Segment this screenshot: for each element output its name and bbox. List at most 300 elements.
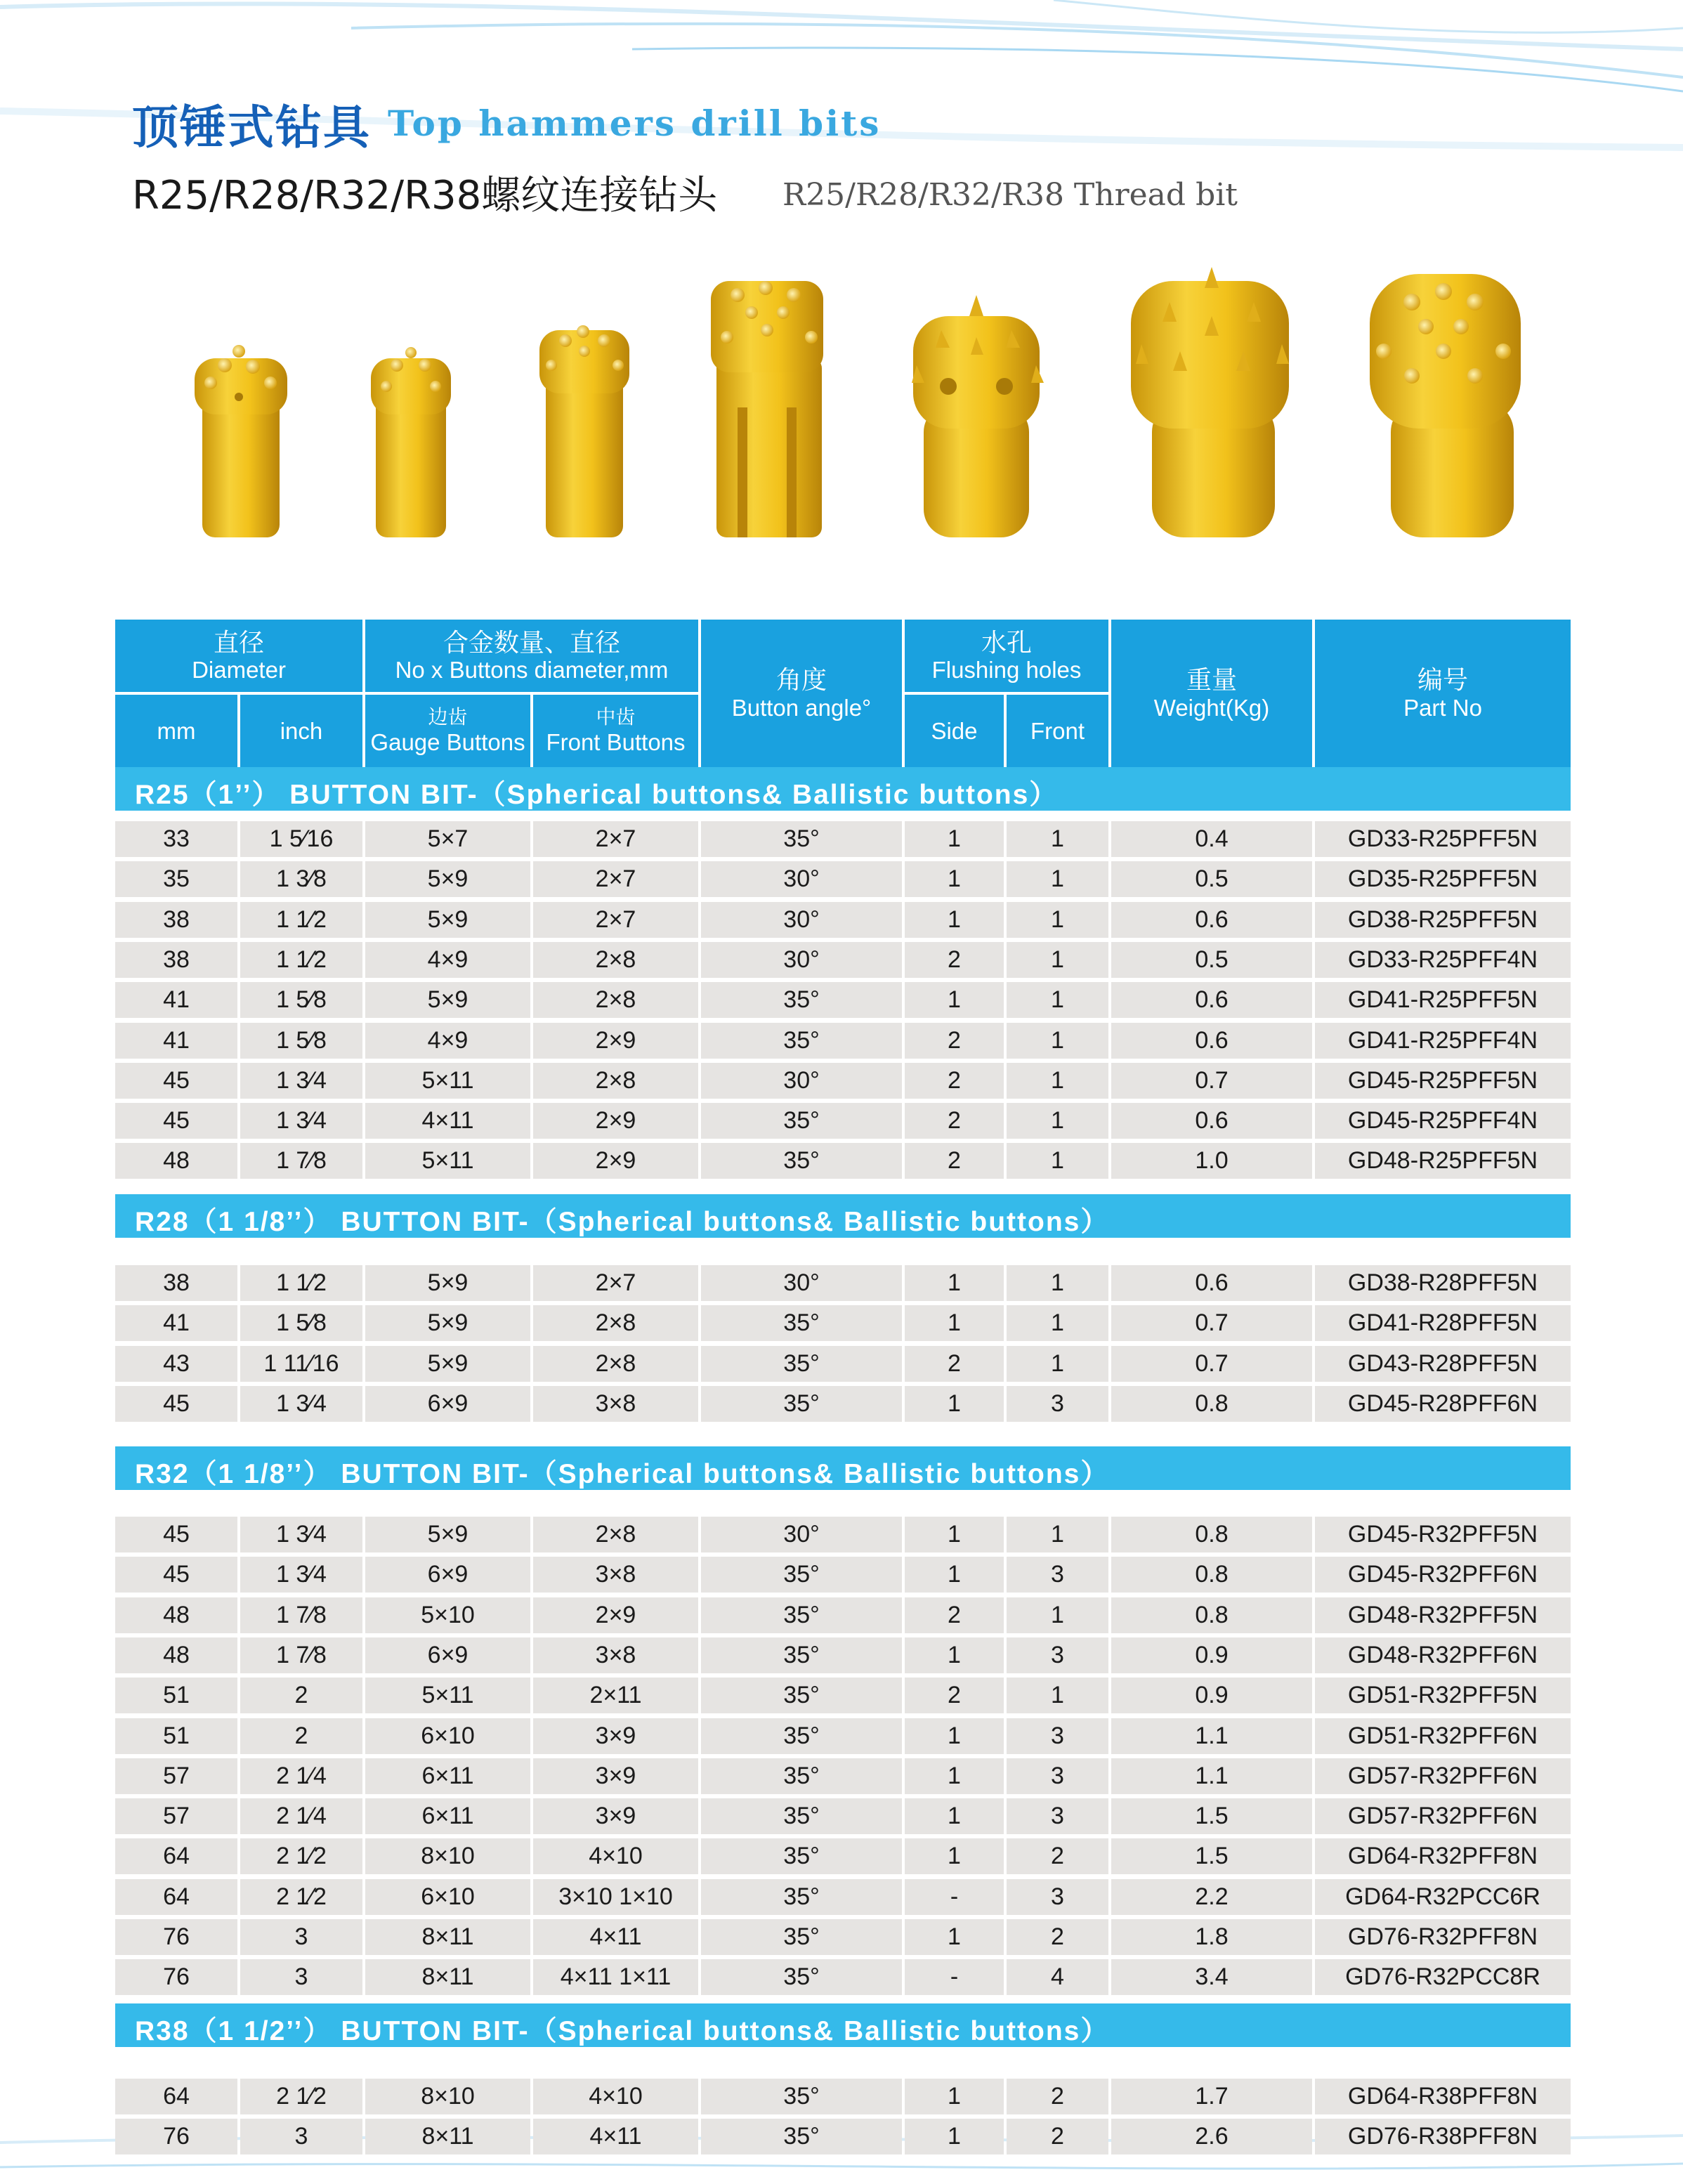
cell-side-holes: 1 — [905, 1919, 1004, 1955]
cell-front-buttons: 2×9 — [533, 1597, 698, 1633]
drill-bit-image-6 — [1131, 267, 1289, 537]
cell-front-holes: 1 — [1007, 1023, 1108, 1059]
cell-front-holes: 1 — [1007, 1063, 1108, 1099]
cell-front-buttons: 3×9 — [533, 1798, 698, 1834]
cell-front-buttons: 4×11 — [533, 1919, 698, 1955]
cell-side-holes: 2 — [905, 1143, 1004, 1179]
mm-label: mm — [157, 717, 196, 744]
cell-part-no: GD45-R32PFF6N — [1315, 1557, 1571, 1593]
cell-side-holes: 2 — [905, 1346, 1004, 1382]
section-title: R38（1 1/2’’） BUTTON BIT-（Spherical buttons& Ballistic buttons） — [135, 2016, 1110, 2046]
cell-mm: 38 — [115, 1265, 237, 1301]
cell-front-buttons: 3×9 — [533, 1718, 698, 1754]
cell-front-buttons: 2×7 — [533, 821, 698, 857]
table-row — [115, 1063, 1571, 1099]
cell-part-no: GD76-R32PCC8R — [1315, 1959, 1571, 1995]
cell-gauge-buttons: 5×9 — [365, 1346, 530, 1382]
cell-gauge-buttons: 5×11 — [365, 1063, 530, 1099]
cell-side-holes: 1 — [905, 902, 1004, 938]
front-cn: 中齿 — [596, 706, 636, 728]
col-buttons-header — [365, 620, 698, 692]
cell-angle: 35° — [701, 2119, 902, 2154]
cell-part-no: GD45-R25PFF5N — [1315, 1063, 1571, 1099]
cell-front-holes: 3 — [1007, 1879, 1108, 1915]
cell-weight: 0.6 — [1111, 1023, 1312, 1059]
cell-mm: 76 — [115, 1959, 237, 1995]
cell-part-no: GD48-R32PFF6N — [1315, 1637, 1571, 1673]
cell-mm: 57 — [115, 1758, 237, 1794]
cell-weight: 0.8 — [1111, 1386, 1312, 1422]
part-en: Part No — [1403, 694, 1482, 721]
page-subtitle-cn: R25/R28/R32/R38螺纹连接钻头 — [132, 173, 718, 218]
angle-cn: 角度 — [775, 665, 827, 695]
cell-side-holes: 1 — [905, 1798, 1004, 1834]
table-row — [115, 821, 1571, 857]
part-cn: 编号 — [1417, 665, 1468, 695]
cell-front-buttons: 3×8 — [533, 1386, 698, 1422]
side-label: Side — [931, 717, 978, 744]
table-row — [115, 1798, 1571, 1834]
diameter-cn: 直径 — [213, 627, 264, 657]
cell-weight: 1.1 — [1111, 1758, 1312, 1794]
cell-front-buttons: 3×9 — [533, 1758, 698, 1794]
cell-mm: 51 — [115, 1678, 237, 1713]
cell-mm: 43 — [115, 1346, 237, 1382]
cell-side-holes: 1 — [905, 861, 1004, 897]
table-row — [115, 1103, 1571, 1139]
cell-weight: 0.5 — [1111, 861, 1312, 897]
table-row — [115, 1919, 1571, 1955]
table-row — [115, 1305, 1571, 1341]
cell-part-no: GD43-R28PFF5N — [1315, 1346, 1571, 1382]
cell-mm: 64 — [115, 2079, 237, 2114]
buttons-en: No x Buttons diameter,mm — [395, 657, 669, 684]
cell-weight: 3.4 — [1111, 1959, 1312, 1995]
cell-front-buttons: 3×8 — [533, 1637, 698, 1673]
cell-weight: 0.6 — [1111, 1103, 1312, 1139]
cell-front-buttons: 4×11 1×11 — [533, 1959, 698, 1995]
cell-inch: 3 — [240, 1959, 362, 1995]
table-row — [115, 902, 1571, 938]
cell-inch: 2 — [240, 1718, 362, 1754]
cell-angle: 30° — [701, 902, 902, 938]
section-band-r32 — [115, 1446, 1571, 1490]
cell-gauge-buttons: 6×10 — [365, 1879, 530, 1915]
cell-front-buttons: 2×9 — [533, 1143, 698, 1179]
cell-angle: 35° — [701, 821, 902, 857]
cell-inch: 1 7⁄8 — [240, 1143, 362, 1179]
cell-front-holes: 4 — [1007, 1959, 1108, 1995]
cell-weight: 0.8 — [1111, 1557, 1312, 1593]
col-angle-header — [701, 620, 902, 767]
cell-side-holes: 1 — [905, 1386, 1004, 1422]
cell-front-buttons: 2×8 — [533, 942, 698, 978]
cell-angle: 35° — [701, 1718, 902, 1754]
cell-gauge-buttons: 8×11 — [365, 2119, 530, 2154]
buttons-cn: 合金数量、直径 — [443, 627, 620, 657]
cell-front-holes: 3 — [1007, 1718, 1108, 1754]
cell-inch: 1 3⁄4 — [240, 1103, 362, 1139]
cell-weight: 1.5 — [1111, 1838, 1312, 1874]
cell-mm: 64 — [115, 1879, 237, 1915]
cell-side-holes: 1 — [905, 1758, 1004, 1794]
cell-front-holes: 1 — [1007, 1103, 1108, 1139]
cell-angle: 30° — [701, 1063, 902, 1099]
table-row — [115, 1346, 1571, 1382]
cell-weight: 0.8 — [1111, 1597, 1312, 1633]
cell-mm: 51 — [115, 1718, 237, 1754]
cell-angle: 35° — [701, 982, 902, 1018]
cell-angle: 35° — [701, 1678, 902, 1713]
col-front-buttons-header — [533, 695, 698, 767]
cell-mm: 41 — [115, 1305, 237, 1341]
cell-angle: 35° — [701, 1143, 902, 1179]
cell-front-holes: 1 — [1007, 1265, 1108, 1301]
cell-part-no: GD35-R25PFF5N — [1315, 861, 1571, 897]
cell-front-buttons: 2×8 — [533, 1063, 698, 1099]
cell-weight: 0.6 — [1111, 982, 1312, 1018]
cell-gauge-buttons: 8×10 — [365, 2079, 530, 2114]
cell-front-holes: 2 — [1007, 2079, 1108, 2114]
table-row — [115, 1023, 1571, 1059]
cell-weight: 0.7 — [1111, 1346, 1312, 1382]
cell-mm: 57 — [115, 1798, 237, 1834]
cell-side-holes: 2 — [905, 1063, 1004, 1099]
cell-angle: 35° — [701, 1023, 902, 1059]
cell-angle: 30° — [701, 942, 902, 978]
cell-angle: 35° — [701, 1637, 902, 1673]
cell-weight: 0.4 — [1111, 821, 1312, 857]
cell-weight: 1.0 — [1111, 1143, 1312, 1179]
drill-bit-image-2 — [371, 347, 451, 537]
cell-gauge-buttons: 6×11 — [365, 1758, 530, 1794]
cell-side-holes: 1 — [905, 2079, 1004, 2114]
cell-gauge-buttons: 5×11 — [365, 1678, 530, 1713]
cell-front-buttons: 4×11 — [533, 2119, 698, 2154]
cell-part-no: GD38-R28PFF5N — [1315, 1265, 1571, 1301]
cell-inch: 3 — [240, 2119, 362, 2154]
cell-part-no: GD48-R25PFF5N — [1315, 1143, 1571, 1179]
cell-gauge-buttons: 4×9 — [365, 1023, 530, 1059]
cell-front-holes: 3 — [1007, 1798, 1108, 1834]
gauge-en: Gauge Buttons — [370, 728, 525, 755]
cell-part-no: GD41-R25PFF5N — [1315, 982, 1571, 1018]
cell-angle: 30° — [701, 1265, 902, 1301]
cell-angle: 35° — [701, 2079, 902, 2114]
cell-mm: 41 — [115, 1023, 237, 1059]
cell-gauge-buttons: 5×7 — [365, 821, 530, 857]
table-row — [115, 1678, 1571, 1713]
cell-part-no: GD64-R32PFF8N — [1315, 1838, 1571, 1874]
cell-inch: 1 3⁄4 — [240, 1386, 362, 1422]
cell-side-holes: 1 — [905, 1838, 1004, 1874]
cell-angle: 35° — [701, 1103, 902, 1139]
cell-side-holes: 1 — [905, 1718, 1004, 1754]
cell-inch: 1 3⁄4 — [240, 1063, 362, 1099]
cell-front-holes: 1 — [1007, 1678, 1108, 1713]
cell-side-holes: 2 — [905, 1678, 1004, 1713]
cell-mm: 45 — [115, 1063, 237, 1099]
cell-inch: 1 5⁄8 — [240, 1023, 362, 1059]
cell-gauge-buttons: 5×9 — [365, 902, 530, 938]
cell-gauge-buttons: 4×11 — [365, 1103, 530, 1139]
cell-inch: 1 7⁄8 — [240, 1597, 362, 1633]
cell-side-holes: 1 — [905, 1557, 1004, 1593]
section-band-r28 — [115, 1194, 1571, 1238]
section-title: R32（1 1/8’’） BUTTON BIT-（Spherical buttons& Ballistic buttons） — [135, 1459, 1110, 1489]
cell-inch: 1 5⁄8 — [240, 1305, 362, 1341]
cell-part-no: GD57-R32PFF6N — [1315, 1798, 1571, 1834]
cell-part-no: GD57-R32PFF6N — [1315, 1758, 1571, 1794]
drill-bit-image-1 — [195, 345, 287, 537]
cell-front-holes: 3 — [1007, 1637, 1108, 1673]
cell-front-holes: 1 — [1007, 861, 1108, 897]
cell-front-buttons: 2×8 — [533, 1346, 698, 1382]
cell-gauge-buttons: 6×9 — [365, 1637, 530, 1673]
cell-weight: 2.2 — [1111, 1879, 1312, 1915]
cell-inch: 1 1⁄2 — [240, 942, 362, 978]
cell-part-no: GD38-R25PFF5N — [1315, 902, 1571, 938]
table-row — [115, 2079, 1571, 2114]
diameter-en: Diameter — [192, 657, 286, 684]
cell-side-holes: 1 — [905, 982, 1004, 1018]
cell-part-no: GD76-R32PFF8N — [1315, 1919, 1571, 1955]
cell-weight: 0.6 — [1111, 1265, 1312, 1301]
cell-front-buttons: 2×7 — [533, 902, 698, 938]
table-row — [115, 1718, 1571, 1754]
weight-cn: 重量 — [1186, 665, 1237, 695]
cell-angle: 35° — [701, 1758, 902, 1794]
cell-inch: 1 5⁄8 — [240, 982, 362, 1018]
table-row — [115, 1265, 1571, 1301]
cell-side-holes: 2 — [905, 942, 1004, 978]
table-row — [115, 1517, 1571, 1552]
cell-front-holes: 1 — [1007, 821, 1108, 857]
cell-inch: 1 1⁄2 — [240, 1265, 362, 1301]
cell-gauge-buttons: 5×9 — [365, 1517, 530, 1552]
col-front-header — [1007, 695, 1108, 767]
cell-gauge-buttons: 5×9 — [365, 1265, 530, 1301]
cell-inch: 1 3⁄4 — [240, 1517, 362, 1552]
cell-front-holes: 3 — [1007, 1557, 1108, 1593]
cell-gauge-buttons: 6×11 — [365, 1798, 530, 1834]
col-inch-header — [240, 695, 362, 767]
cell-inch: 1 3⁄4 — [240, 1557, 362, 1593]
gauge-cn: 边齿 — [428, 706, 468, 728]
cell-mm: 48 — [115, 1637, 237, 1673]
cell-weight: 0.6 — [1111, 902, 1312, 938]
cell-gauge-buttons: 8×10 — [365, 1838, 530, 1874]
drill-bit-image-5 — [912, 295, 1044, 537]
cell-mm: 35 — [115, 861, 237, 897]
cell-front-buttons: 2×7 — [533, 861, 698, 897]
cell-inch: 2 1⁄2 — [240, 2079, 362, 2114]
page-title-cn: 顶锤式钻具 — [132, 100, 371, 155]
section-band-r38 — [115, 2003, 1571, 2047]
cell-weight: 0.7 — [1111, 1063, 1312, 1099]
cell-front-holes: 2 — [1007, 1919, 1108, 1955]
cell-angle: 35° — [701, 1919, 902, 1955]
cell-inch: 1 5⁄16 — [240, 821, 362, 857]
cell-side-holes: 2 — [905, 1023, 1004, 1059]
cell-inch: 2 1⁄4 — [240, 1758, 362, 1794]
col-gauge-header — [365, 695, 530, 767]
cell-angle: 35° — [701, 1838, 902, 1874]
page-subtitle-en: R25/R28/R32/R38 Thread bit — [782, 177, 1238, 213]
cell-side-holes: 1 — [905, 1305, 1004, 1341]
cell-part-no: GD51-R32PFF5N — [1315, 1678, 1571, 1713]
drill-bit-image-3 — [539, 325, 629, 537]
cell-angle: 35° — [701, 1346, 902, 1382]
cell-side-holes: 1 — [905, 1637, 1004, 1673]
cell-weight: 0.5 — [1111, 942, 1312, 978]
table-row — [115, 1959, 1571, 1995]
cell-inch: 2 1⁄2 — [240, 1838, 362, 1874]
cell-gauge-buttons: 6×9 — [365, 1386, 530, 1422]
table-row — [115, 1557, 1571, 1593]
cell-part-no: GD33-R25PFF4N — [1315, 942, 1571, 978]
cell-front-buttons: 2×8 — [533, 1517, 698, 1552]
cell-inch: 3 — [240, 1919, 362, 1955]
table-row — [115, 2119, 1571, 2154]
section-band-r25 — [115, 767, 1571, 811]
cell-gauge-buttons: 5×9 — [365, 982, 530, 1018]
table-row — [115, 1838, 1571, 1874]
cell-angle: 35° — [701, 1798, 902, 1834]
cell-inch: 1 7⁄8 — [240, 1637, 362, 1673]
cell-front-holes: 1 — [1007, 942, 1108, 978]
section-title: R25（1’’） BUTTON BIT-（Spherical buttons& Ballistic buttons） — [135, 780, 1059, 810]
cell-inch: 2 — [240, 1678, 362, 1713]
cell-part-no: GD48-R32PFF5N — [1315, 1597, 1571, 1633]
cell-mm: 76 — [115, 1919, 237, 1955]
cell-gauge-buttons: 8×11 — [365, 1919, 530, 1955]
front-en: Front Buttons — [546, 728, 686, 755]
col-flushing-header — [905, 620, 1108, 692]
cell-front-holes: 1 — [1007, 1346, 1108, 1382]
table-row — [115, 982, 1571, 1018]
cell-gauge-buttons: 5×10 — [365, 1597, 530, 1633]
cell-part-no: GD51-R32PFF6N — [1315, 1718, 1571, 1754]
cell-mm: 48 — [115, 1143, 237, 1179]
cell-weight: 1.1 — [1111, 1718, 1312, 1754]
cell-mm: 45 — [115, 1103, 237, 1139]
cell-gauge-buttons: 6×9 — [365, 1557, 530, 1593]
cell-front-holes: 1 — [1007, 1597, 1108, 1633]
cell-part-no: GD64-R38PFF8N — [1315, 2079, 1571, 2114]
cell-front-holes: 1 — [1007, 1517, 1108, 1552]
cell-mm: 41 — [115, 982, 237, 1018]
cell-mm: 48 — [115, 1597, 237, 1633]
cell-front-holes: 1 — [1007, 982, 1108, 1018]
cell-inch: 1 3⁄8 — [240, 861, 362, 897]
cell-part-no: GD64-R32PCC6R — [1315, 1879, 1571, 1915]
cell-front-buttons: 2×9 — [533, 1103, 698, 1139]
cell-mm: 45 — [115, 1517, 237, 1552]
cell-front-holes: 3 — [1007, 1386, 1108, 1422]
table-row — [115, 942, 1571, 978]
cell-angle: 30° — [701, 1517, 902, 1552]
cell-gauge-buttons: 5×11 — [365, 1143, 530, 1179]
col-mm-header — [115, 695, 237, 767]
cell-front-buttons: 2×9 — [533, 1023, 698, 1059]
cell-front-buttons: 2×8 — [533, 1305, 698, 1341]
cell-inch: 1 11⁄16 — [240, 1346, 362, 1382]
section-title: R28（1 1/8’’） BUTTON BIT-（Spherical buttons& Ballistic buttons） — [135, 1207, 1110, 1237]
col-part-header — [1315, 620, 1571, 767]
table-row — [115, 1597, 1571, 1633]
table-row — [115, 861, 1571, 897]
cell-part-no: GD33-R25PFF5N — [1315, 821, 1571, 857]
cell-front-holes: 2 — [1007, 2119, 1108, 2154]
cell-front-buttons: 4×10 — [533, 2079, 698, 2114]
flush-en: Flushing holes — [931, 657, 1082, 684]
cell-side-holes: 1 — [905, 1265, 1004, 1301]
cell-mm: 38 — [115, 902, 237, 938]
cell-front-holes: 1 — [1007, 1143, 1108, 1179]
page-title-en: Top hammers drill bits — [388, 103, 882, 144]
cell-angle: 35° — [701, 1386, 902, 1422]
cell-part-no: GD45-R25PFF4N — [1315, 1103, 1571, 1139]
cell-mm: 64 — [115, 1838, 237, 1874]
cell-side-holes: 2 — [905, 1597, 1004, 1633]
cell-front-holes: 1 — [1007, 1305, 1108, 1341]
angle-en: Button angle° — [731, 694, 872, 721]
table-row — [115, 1637, 1571, 1673]
cell-angle: 35° — [701, 1959, 902, 1995]
cell-inch: 2 1⁄4 — [240, 1798, 362, 1834]
cell-weight: 1.7 — [1111, 2079, 1312, 2114]
cell-front-buttons: 4×10 — [533, 1838, 698, 1874]
cell-mm: 33 — [115, 821, 237, 857]
col-side-header — [905, 695, 1004, 767]
cell-gauge-buttons: 4×9 — [365, 942, 530, 978]
cell-side-holes: 2 — [905, 1103, 1004, 1139]
drill-bits-illustration — [140, 253, 1545, 548]
cell-mm: 76 — [115, 2119, 237, 2154]
cell-side-holes: 1 — [905, 2119, 1004, 2154]
cell-weight: 2.6 — [1111, 2119, 1312, 2154]
cell-weight: 0.9 — [1111, 1637, 1312, 1673]
cell-gauge-buttons: 5×9 — [365, 861, 530, 897]
cell-mm: 45 — [115, 1557, 237, 1593]
cell-angle: 30° — [701, 861, 902, 897]
cell-part-no: GD45-R28PFF6N — [1315, 1386, 1571, 1422]
table-row — [115, 1143, 1571, 1179]
cell-inch: 2 1⁄2 — [240, 1879, 362, 1915]
cell-angle: 35° — [701, 1557, 902, 1593]
table-row — [115, 1758, 1571, 1794]
cell-gauge-buttons: 5×9 — [365, 1305, 530, 1341]
table-row — [115, 1386, 1571, 1422]
cell-front-buttons: 2×11 — [533, 1678, 698, 1713]
cell-part-no: GD45-R32PFF5N — [1315, 1517, 1571, 1552]
cell-side-holes: - — [905, 1959, 1004, 1995]
cell-angle: 35° — [701, 1305, 902, 1341]
cell-front-holes: 3 — [1007, 1758, 1108, 1794]
cell-gauge-buttons: 6×10 — [365, 1718, 530, 1754]
cell-part-no: GD41-R25PFF4N — [1315, 1023, 1571, 1059]
cell-weight: 0.9 — [1111, 1678, 1312, 1713]
cell-gauge-buttons: 8×11 — [365, 1959, 530, 1995]
cell-weight: 0.7 — [1111, 1305, 1312, 1341]
cell-weight: 0.8 — [1111, 1517, 1312, 1552]
cell-side-holes: 1 — [905, 1517, 1004, 1552]
cell-front-holes: 2 — [1007, 1838, 1108, 1874]
table-row — [115, 1879, 1571, 1915]
cell-part-no: GD76-R38PFF8N — [1315, 2119, 1571, 2154]
cell-front-buttons: 3×10 1×10 — [533, 1879, 698, 1915]
